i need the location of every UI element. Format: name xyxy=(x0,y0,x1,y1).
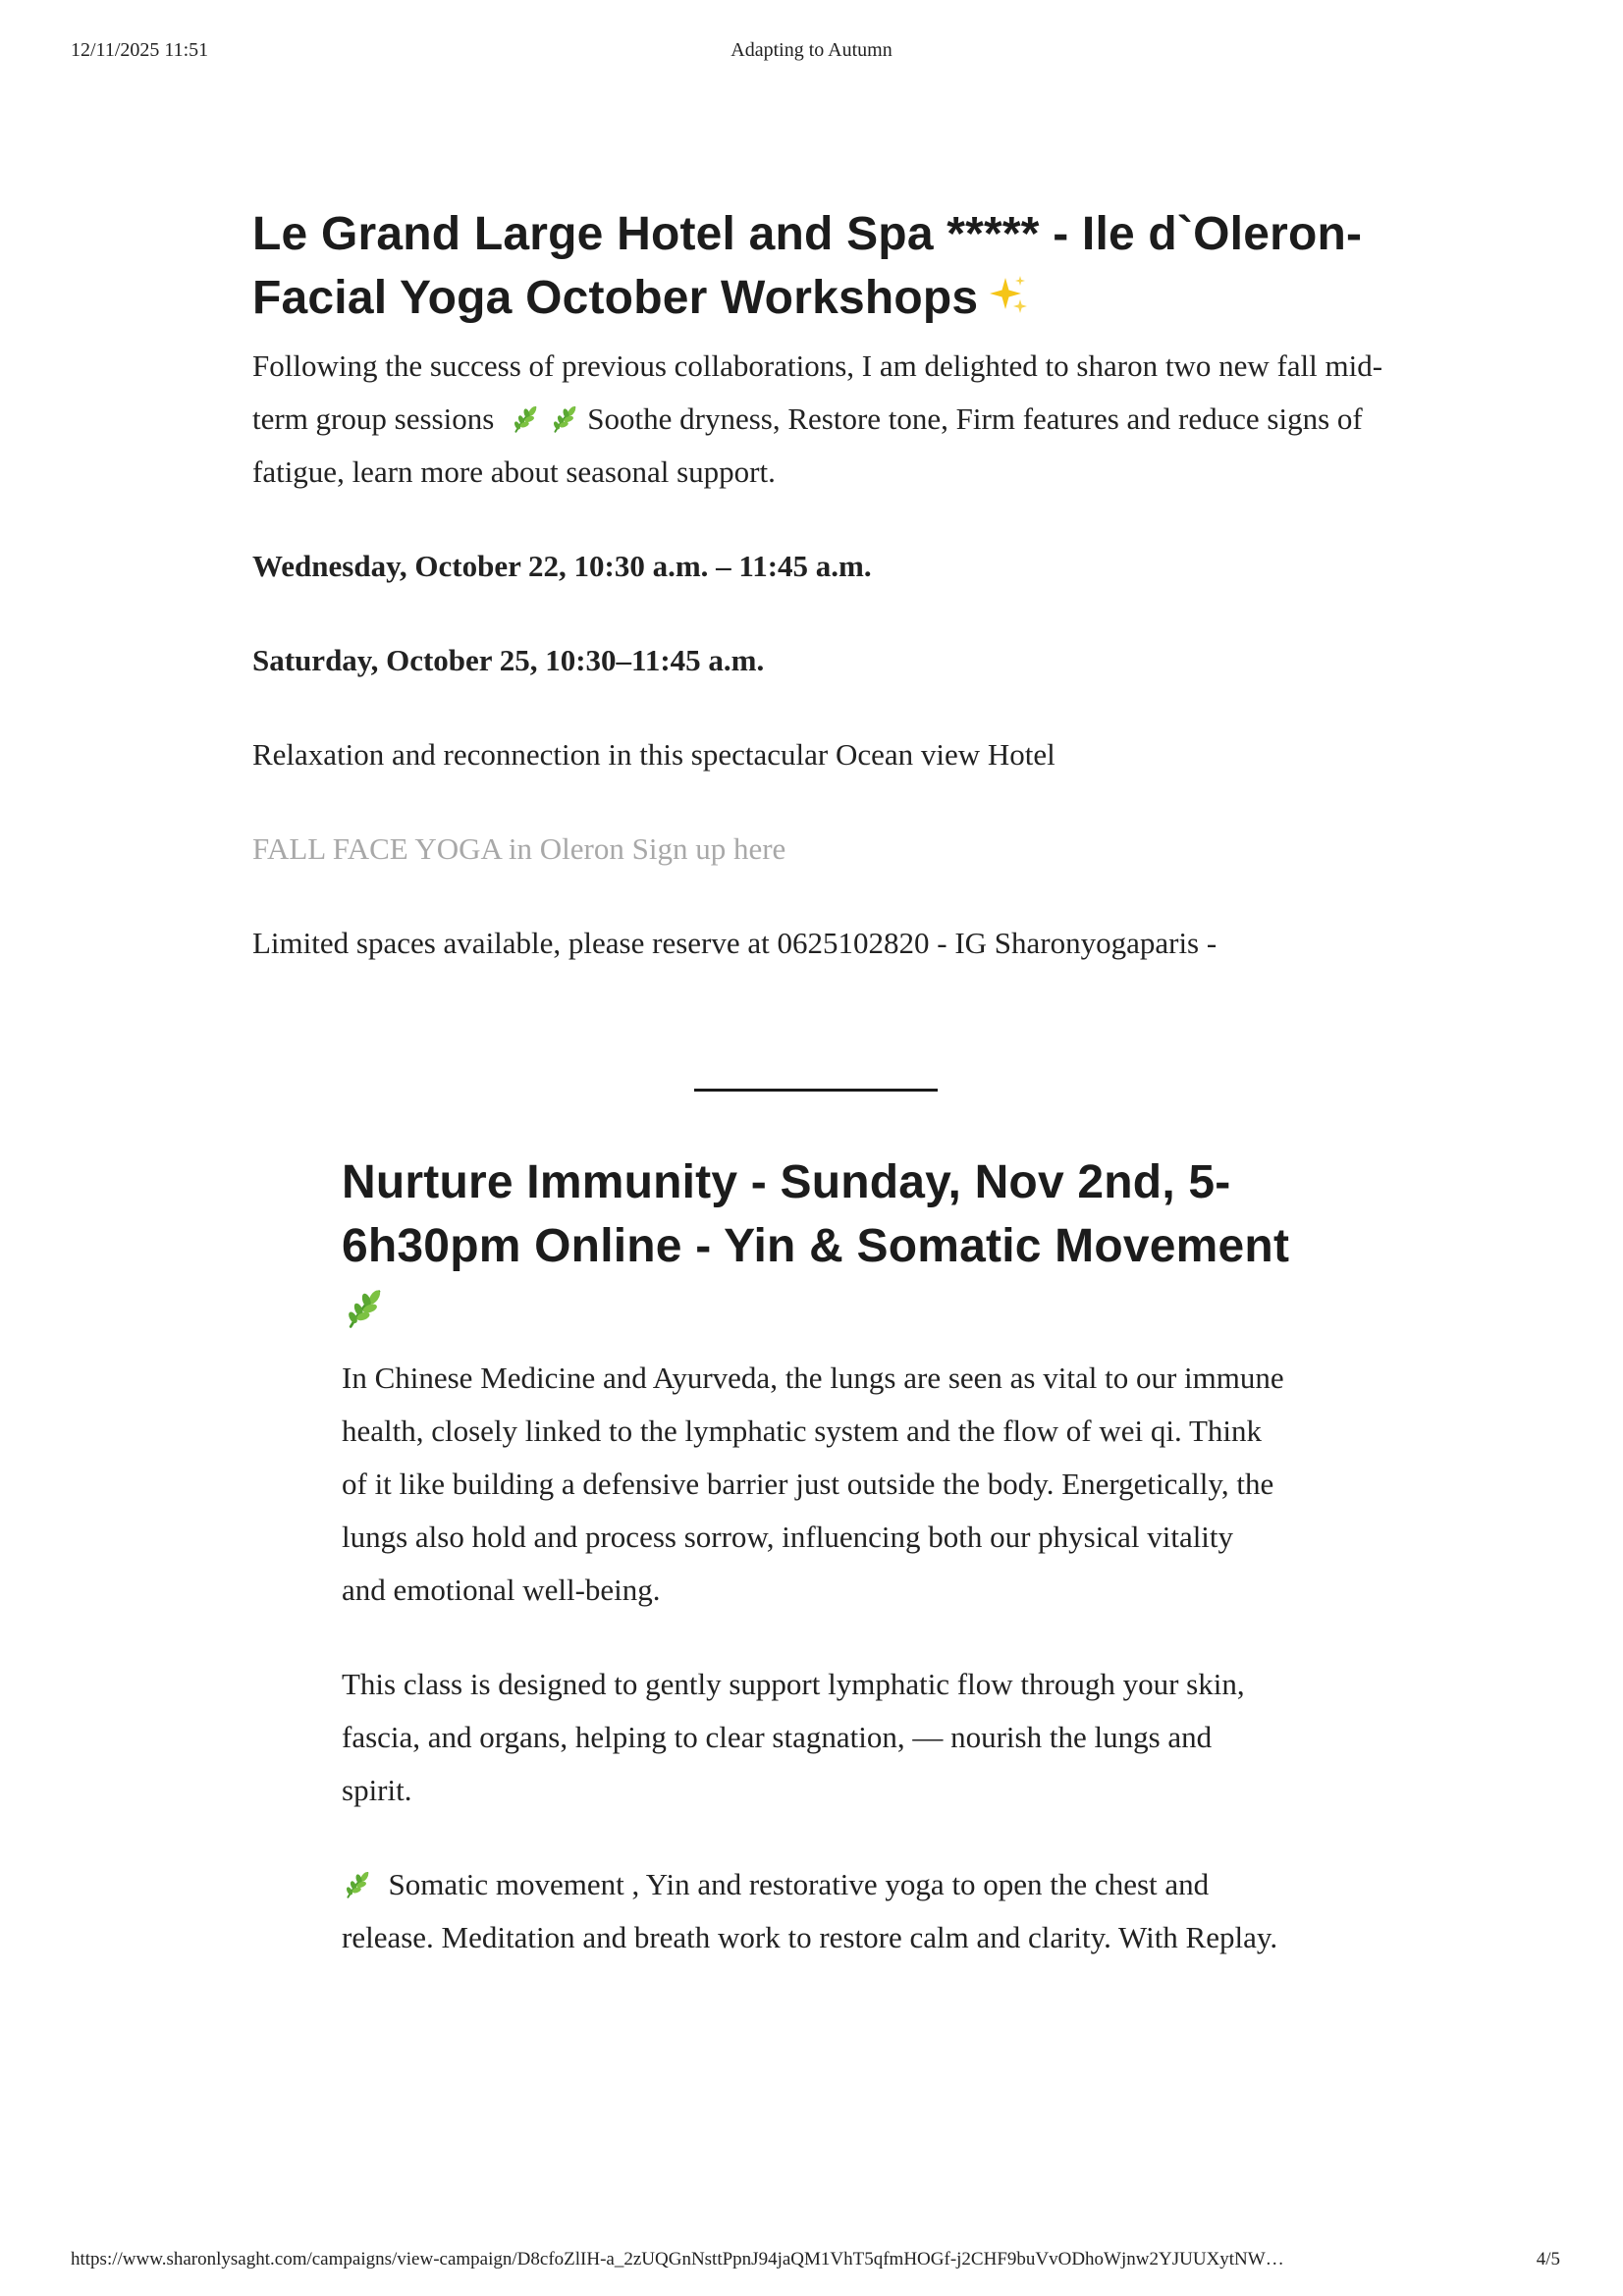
print-header-title: Adapting to Autumn xyxy=(730,39,893,61)
herb-icon xyxy=(549,403,580,435)
relaxation-text: Relaxation and reconnection in this spectacular Ocean view Hotel xyxy=(252,737,1055,772)
signup-link[interactable]: FALL FACE YOGA in Oleron Sign up here xyxy=(252,831,786,866)
workshops-title-text: Le Grand Large Hotel and Spa ***** - Ile d`Oleron- Facial Yoga October Workshops xyxy=(252,208,1363,324)
workshops-section xyxy=(252,202,1411,970)
workshops-intro-part-2: Soothe dryness, Restore tone, Firm features and reduce signs of fatigue, learn more about seasonal support. xyxy=(252,401,1363,489)
herb-icon xyxy=(342,1869,373,1900)
print-footer-url: https://www.sharonlysaght.com/campaigns/view-campaign/D8cfoZlIH-a_2zUQGnNsttPpnJ94jaQM1VhT5qfmHOGf-j2CHF9buVvODhoWjnw2YJUUXytNW… xyxy=(71,2249,1284,2269)
session-date-2: Saturday, October 25, 10:30–11:45 a.m. xyxy=(252,643,765,677)
herb-icon xyxy=(510,403,541,435)
immunity-paragraph-1: In Chinese Medicine and Ayurveda, the lungs are seen as vital to our immune health, closely linked to the lymphatic system and the flow of wei qi. Think of it like building a defensive barrier just outside the body. Energetically, the lungs also hold and process sorrow, influencing both our physical vitality and emotional well-being. xyxy=(342,1361,1284,1607)
print-footer-page-number: 4/5 xyxy=(1536,2249,1560,2269)
immunity-title xyxy=(342,1150,1324,1342)
herb-icon xyxy=(342,1286,387,1331)
immunity-title-text: Nurture Immunity - Sunday, Nov 2nd, 5-6h30pm Online - Yin & Somatic Movement xyxy=(342,1156,1290,1272)
immunity-section xyxy=(342,1150,1324,1964)
reservation-text: Limited spaces available, please reserve at 0625102820 - IG Sharonyogaparis - xyxy=(252,926,1217,960)
immunity-paragraph-3-text: Somatic movement , Yin and restorative yoga to open the chest and release. Meditation and breath work to restore calm and clarity. With Replay. xyxy=(342,1867,1278,1954)
workshops-intro xyxy=(252,340,1411,499)
immunity-paragraph-3 xyxy=(342,1858,1284,1964)
print-header-timestamp: 12/11/2025 11:51 xyxy=(71,39,209,61)
workshops-title xyxy=(252,202,1411,330)
session-date-1: Wednesday, October 22, 10:30 a.m. – 11:45 a.m. xyxy=(252,549,872,583)
immunity-paragraph-2: This class is designed to gently support lymphatic flow through your skin, fascia, and organs, helping to clear stagnation, — nourish the lungs and spirit. xyxy=(342,1667,1245,1807)
sparkles-icon xyxy=(986,274,1029,317)
workshops-intro-part-1: Following the success of previous collaborations, I am delighted to sharon two new fall mid-term group sessions xyxy=(252,348,1383,436)
section-divider xyxy=(694,1089,938,1092)
